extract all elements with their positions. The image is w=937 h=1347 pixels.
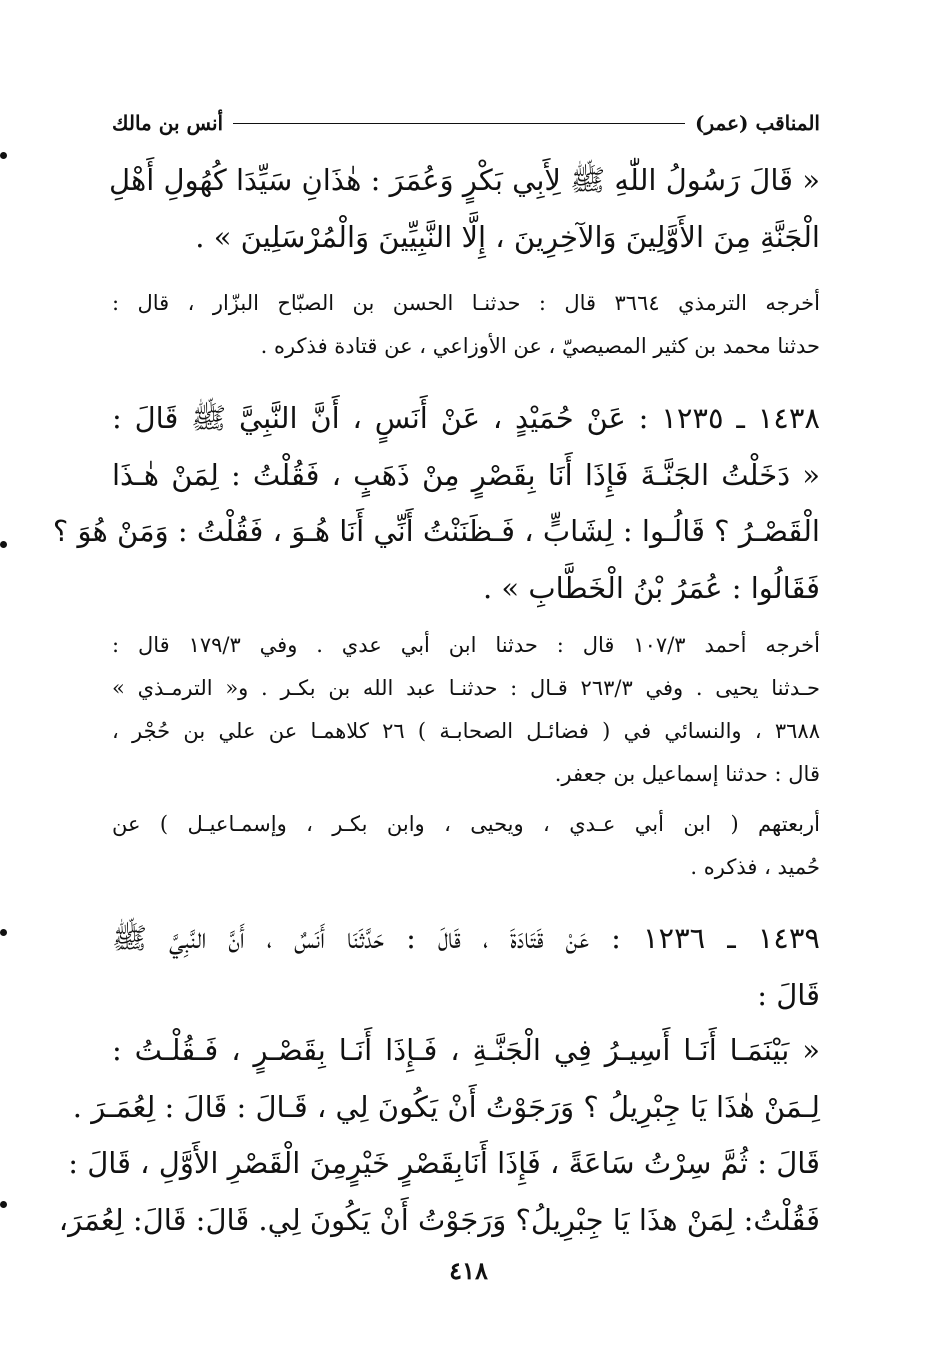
hadith-line: فَقَالُوا : عُمَرُ بْنُ الْخَطَّابِ » . xyxy=(482,570,820,605)
takhrij-note xyxy=(112,624,820,796)
hadith-line: فَقُلْتُ: لِمَنْ هذَا يَا جِبْرِيلُ؟ وَرَجَوْتُ أَنْ يَكُونَ لِي. قَالَ: قَالَ: لِعُمَرَ، xyxy=(58,1202,820,1237)
note-line: حُميد ، فذكره . xyxy=(690,855,820,880)
hadith-line: الْقَصْـرُ ؟ قَالُـوا : لِشَابٍّ ، فَـظَنَنْتُ أَنِّي أَنَا هُـوَ ، فَقُلْتُ : وَمَنْ هُوَ ؟ xyxy=(52,514,820,549)
hadith-1439-block xyxy=(112,910,820,1023)
note-line: قال : حدثنا إسماعيل بن جعفر. xyxy=(554,762,820,787)
margin-mark xyxy=(0,541,7,548)
hadith-line: « دَخَلْتُ الجَنَّـةَ فَإِذَا أَنَا بِقَصْرٍ مِنْ ذَهَبٍ ، فَقُلْتُ : لِمَنْ هٰـذَا xyxy=(112,457,820,492)
hadith-line: « بَيْنَمَـا أَنَـا أَسِيـرُ فِي الْجَنَّـةِ ، فَـإِذَا أَنَـا بِقَصْـرٍ ، فَـقُلْـتُ : xyxy=(112,1033,820,1067)
hadith-line: « قَالَ رَسُولُ اللّٰهِ ﷺ لِأَبِي بَكْرٍ وَعُمَرَ : هٰذَانِ سَيِّدَا كُهُولِ أَهْلِ xyxy=(108,163,820,197)
header-narrator-title: أنس بن مالك xyxy=(112,111,224,135)
note-line: أخرجه أحمد ١٠٧/٣ قال : حدثنا ابن أبي عدي . وفي ١٧٩/٣ قال : xyxy=(112,633,820,657)
margin-mark xyxy=(0,929,7,936)
page-number: ٤١٨ xyxy=(449,1256,488,1285)
note-line: ٣٦٨٨ ، والنسائي في ( فضائـل الصحابـة ) ٢٦ كلاهمـا عن علي بن حُجْر ، xyxy=(112,719,820,744)
hadith-line: قَالَ : ثُمَّ سِرْتُ سَاعَةً ، فَإِذَا أَنَابِقَصْرٍ خَيْرٍمِنَ الْقَصْرِ الأَوَّلِ ، قَالَ : xyxy=(68,1146,820,1181)
margin-mark xyxy=(0,152,7,159)
hadith-1439-matn xyxy=(58,1022,820,1248)
takhrij-note xyxy=(112,282,820,368)
hadith-text-block xyxy=(108,152,820,265)
hadith-line: لِـمَنْ هٰذَا يَا جِبْرِيلُ ؟ وَرَجَوْتُ أَنْ يَكُونَ لِي ، قَـالَ : قَالَ : لِعُمَـرَ . xyxy=(72,1089,820,1124)
hadith-line: ١٤٣٩ ـ ١٢٣٦ : عَنْ قَتَادَةَ ، قَالَ : حَدَّثَنَا أَنَسٌ ، أَنَّ النَّبِيَّ ﷺ xyxy=(112,921,820,955)
hadith-line: قَالَ : xyxy=(757,977,820,1012)
header-chapter-title: المناقب (عمر) xyxy=(695,111,820,135)
takhrij-note xyxy=(112,803,820,889)
hadith-1438-block xyxy=(52,390,820,616)
note-line: حدثنا محمد بن كثير المصيصيّ ، عن الأوزاعي ، عن قتادة فذكره . xyxy=(260,334,820,359)
note-line: أربعتهم ( ابن أبي عـدي ، ويحيى ، وابن بكـر ، وإسمـاعيـل ) عن xyxy=(112,812,820,836)
margin-mark xyxy=(0,1201,7,1208)
note-line: حـدثنا يحيى . وفي ٢٦٣/٣ قـال : حدثنـا عبد الله بن بكـر . و« الترمـذي » xyxy=(112,676,820,701)
note-line: أخرجه الترمذي ٣٦٦٤ قال : حدثنـا الحسن بن الصبّاح البزّار ، قال : xyxy=(112,291,820,315)
hadith-line: الْجَنَّةِ مِنَ الأَوَّلِينَ وَالآخِرِينَ ، إِلَّا النَّبِيِّينَ وَالْمُرْسَلِينَ » . xyxy=(195,219,820,254)
running-header xyxy=(112,108,820,138)
hadith-line: ١٤٣٨ ـ ١٢٣٥ : عَنْ حُمَيْدٍ ، عَنْ أَنَسٍ ، أَنَّ النَّبِيَّ ﷺ قَالَ : xyxy=(112,401,820,435)
header-rule xyxy=(233,123,685,124)
